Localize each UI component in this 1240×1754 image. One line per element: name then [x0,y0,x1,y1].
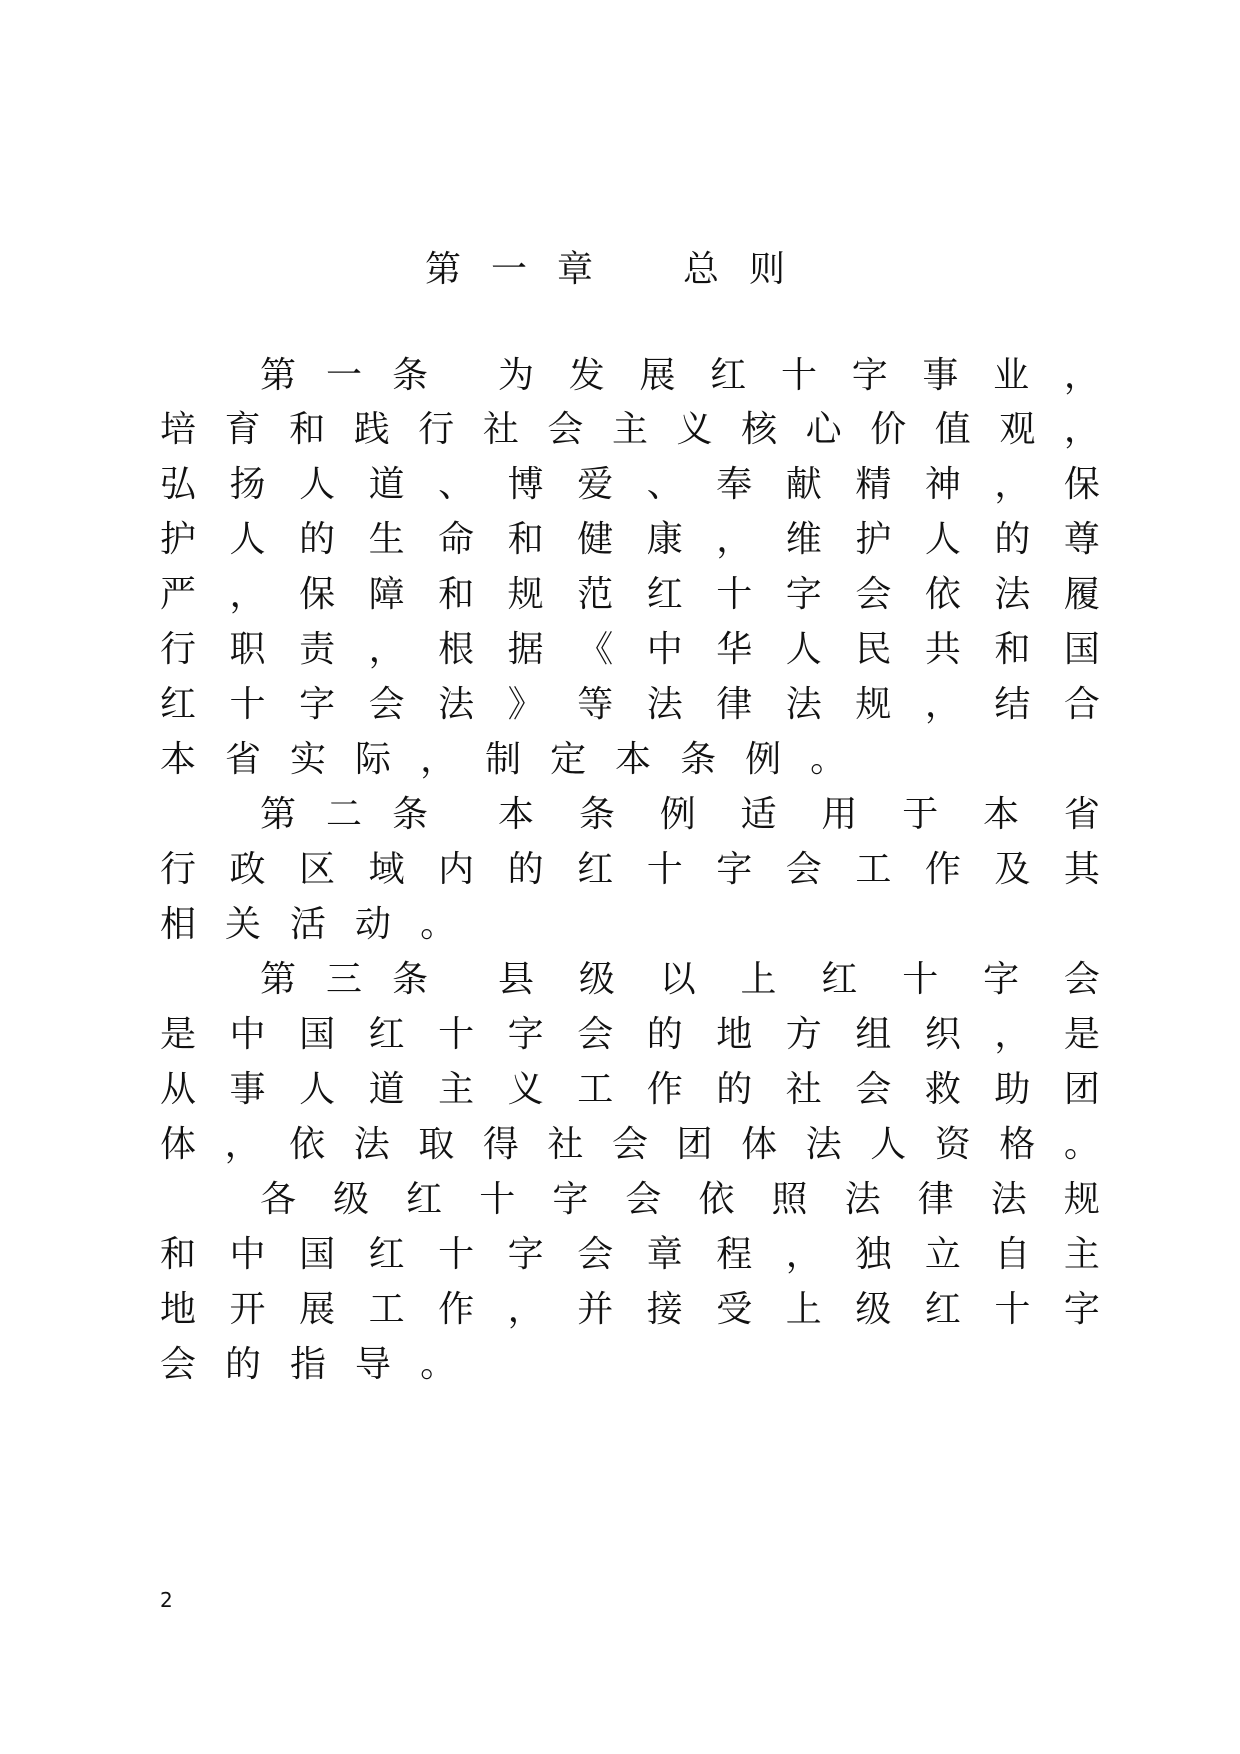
article-2-line-1: 第二条 本 条 例 适 用 于 本 省 [260,794,1100,835]
article-1-line-5: 严 ， 保 障 和 规 范 红 十 字 会 依 法 履 [160,574,1100,615]
paragraph-4-line-4: 会 的 指 导 。 [160,1344,457,1385]
paragraph-4-line-2: 和 中 国 红 十 字 会 章 程 ， 独 立 自 主 [160,1234,1100,1275]
article-3-line-2: 是 中 国 红 十 字 会 的 地 方 组 织 ， 是 [160,1014,1100,1055]
paragraph-4-line-3: 地 开 展 工 作 ， 并 接 受 上 级 红 十 字 [160,1289,1100,1330]
paragraph-4-line-1: 各 级 红 十 字 会 依 照 法 律 法 规 [260,1179,1100,1220]
article-1-line-2: 培 育 和 践 行 社 会 主 义 核 心 价 值 观 ， [160,409,1100,450]
chapter-number: 第一章 [424,249,623,290]
article-3-line-3: 从 事 人 道 主 义 工 作 的 社 会 救 助 团 [160,1069,1100,1110]
article-3-line-4: 体 ， 依 法 取 得 社 会 团 体 法 人 资 格 。 [160,1124,1100,1165]
article-2-line-2: 行 政 区 域 内 的 红 十 字 会 工 作 及 其 [160,849,1100,890]
chapter-name: 总则 [683,249,816,290]
article-1-line-3: 弘 扬 人 道 、 博 爱 、 奉 献 精 神 ， 保 [160,464,1100,505]
article-1-line-6: 行 职 责 ， 根 据 《 中 华 人 民 共 和 国 [160,629,1100,670]
article-3-line-1: 第三条 县 级 以 上 红 十 字 会 [260,959,1100,1000]
page-number: 2 [160,1588,173,1612]
article-2-line-3: 相 关 活 动 。 [160,904,457,945]
chapter-title [0,246,1240,294]
article-1-line-4: 护 人 的 生 命 和 健 康 ， 维 护 人 的 尊 [160,519,1100,560]
article-1-line-8: 本 省 实 际 ， 制 定 本 条 例 。 [160,739,847,780]
article-1-line-1: 第一条 为 发 展 红 十 字 事 业 ， [260,355,1100,396]
article-1-line-7: 红 十 字 会 法 》 等 法 律 法 规 ， 结 合 [160,684,1100,725]
